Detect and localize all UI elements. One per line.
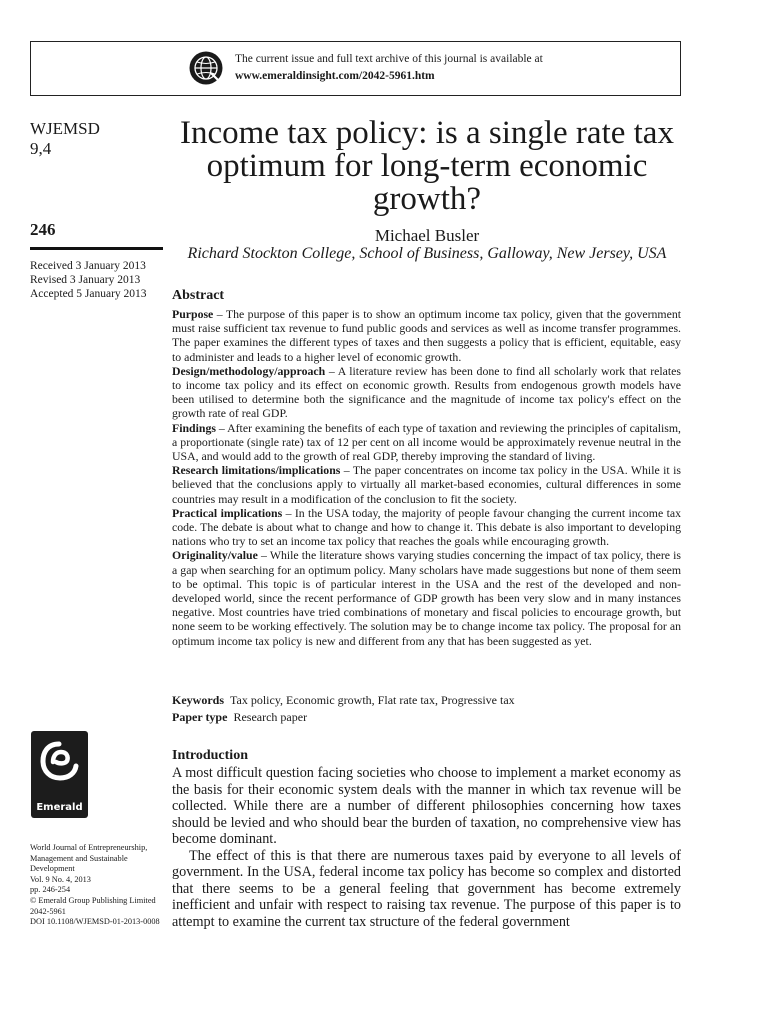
practical-label: Practical implications [172, 505, 283, 520]
journal-citation [30, 843, 170, 928]
intro-paragraph: The effect of this is that there are numerous taxes paid by everyone to all levels of government. In the USA, federal income tax policy has become so complex and distorted that there seems to be a general feeling that government has become extremely inefficient and unfair with respect to raising tax revenue. The purpose of this paper is to attempt to examine the current tax structure of the federal government [172, 847, 681, 930]
originality-label: Originality/value [172, 548, 258, 563]
abstract-purpose [172, 307, 681, 364]
journal-meta-line: DOI 10.1108/WJEMSD-01-2013-0008 [30, 917, 160, 927]
emerald-logo-icon [31, 731, 88, 801]
purpose-label: Purpose [172, 307, 214, 321]
practical-text: – In the USA today, the majority of people favour changing the current income tax code. The debate is about what to change and how to change it. This debate is also important to developing nations who try to set an income tax policy that reaches the goals while encouraging growth. [172, 505, 681, 549]
design-label: Design/methodology/approach [172, 363, 326, 378]
journal-meta-line: Vol. 9 No. 4, 2013 [30, 874, 91, 884]
limitations-label: Research limitations/implications [172, 463, 341, 478]
journal-meta-line: World Journal of Entrepreneurship, [30, 843, 148, 852]
limitations-text: – The paper concentrates on income tax policy in the USA. While it is believed that the conclusions apply to virtually all market-based economies, cultural differences in some countries may result in a modification of the conclusion to fit the society. [172, 463, 681, 506]
publisher-logo [31, 731, 88, 818]
journal-meta-line: 2042-5961 [30, 906, 66, 916]
logo-wordmark: Emerald [36, 802, 83, 813]
findings-label: Findings [172, 420, 216, 435]
author-name: Michael Busler [374, 226, 480, 245]
purpose-text: – The purpose of this paper is to show an optimum income tax policy, given that the government must raise sufficient tax revenue to fund public goods and services as well as income transfer programmes. The paper examines the different types of taxes and then suggests a policy that is efficient, equitable, easy to administer and leads to a higher level of economic growth. [172, 307, 681, 364]
volume-issue: 9,4 [30, 139, 52, 158]
article-history [30, 259, 147, 301]
introduction-heading: Introduction [172, 748, 248, 763]
accepted-date: Accepted 5 January 2013 [30, 288, 147, 300]
keywords-text: Tax policy, Economic growth, Flat rate tax, Progressive tax [230, 693, 515, 707]
globe-icon [189, 51, 223, 85]
design-text: – A literature review has been done to find all scholarly work that relates to income tax policy and its effect on economic growth. Results from endogenous growth models have been utilised to determine both the significance and the magnitude of income tax policy's effect on the growth rate of real GDP. [172, 363, 681, 421]
journal-meta-line: pp. 246-254 [30, 885, 71, 895]
journal-code-block [30, 119, 100, 159]
journal-code: WJEMSD [30, 119, 100, 138]
journal-url[interactable]: www.emeraldinsight.com/2042-5961.htm [235, 70, 435, 82]
author-affiliation: Richard Stockton College, School of Business, Galloway, New Jersey, USA [187, 245, 667, 262]
journal-meta-line: © Emerald Group Publishing Limited [30, 895, 156, 905]
introduction-body [172, 765, 681, 930]
article-title: Income tax policy: is a single rate tax optimum for long-term economic growth? [180, 115, 674, 217]
revised-date: Revised 3 January 2013 [30, 274, 141, 286]
journal-meta-line: Development [30, 864, 75, 874]
abstract-body [172, 307, 681, 648]
abstract-originality [172, 548, 681, 647]
margin-rule [30, 247, 163, 250]
keywords-line [172, 693, 515, 708]
abstract-limitations [172, 463, 681, 506]
keywords-label: Keywords [172, 693, 224, 707]
originality-text: – While the literature shows varying studies concerning the impact of tax policy, there is a gap when searching for an optimum policy. Many scholars have made suggestions but none of them seem to be optimal. This topic is of particular interest in the USA and the rest of the developed and non-developed world, since the recent performance of GDP growth has been very slow and in many instances negative. Most countries have tried combinations of monetary and fiscal policies to encourage growth, but none seem to be working effectively. The solution may be to change income tax policy. The proposal for an optimum income tax policy is new and different from any that has been suggested as yet. [172, 548, 681, 648]
availability-note: The current issue and full text archive of this journal is available at [235, 53, 543, 65]
paper-type-text: Research paper [233, 710, 308, 724]
page-number: 246 [30, 220, 56, 239]
journal-meta-line: Management and Sustainable [30, 853, 128, 863]
abstract-practical [172, 506, 681, 549]
abstract-heading: Abstract [172, 288, 225, 303]
paper-type-label: Paper type [172, 710, 228, 724]
abstract-design [172, 364, 681, 421]
intro-paragraph: A most difficult question facing societies who choose to implement a market economy as the basis for their economic system deals with the manner in which tax revenue will be collected. While there are a number of different philosophies concerning how taxes should be levied and who should bear the burden of taxation, no comprehensive view has become dominant. [172, 765, 681, 847]
journal-availability-banner [30, 41, 681, 96]
paper-type-line [172, 710, 307, 725]
findings-text: – After examining the benefits of each type of taxation and reviewing the principles of capitalism, a proportionate (single rate) tax of 12 per cent on all income would be approximately revenue neutral in the USA, and would add to the growth of real GDP, thereby improving the standard of living. [172, 420, 681, 464]
received-date: Received 3 January 2013 [30, 260, 146, 272]
abstract-findings [172, 421, 681, 464]
